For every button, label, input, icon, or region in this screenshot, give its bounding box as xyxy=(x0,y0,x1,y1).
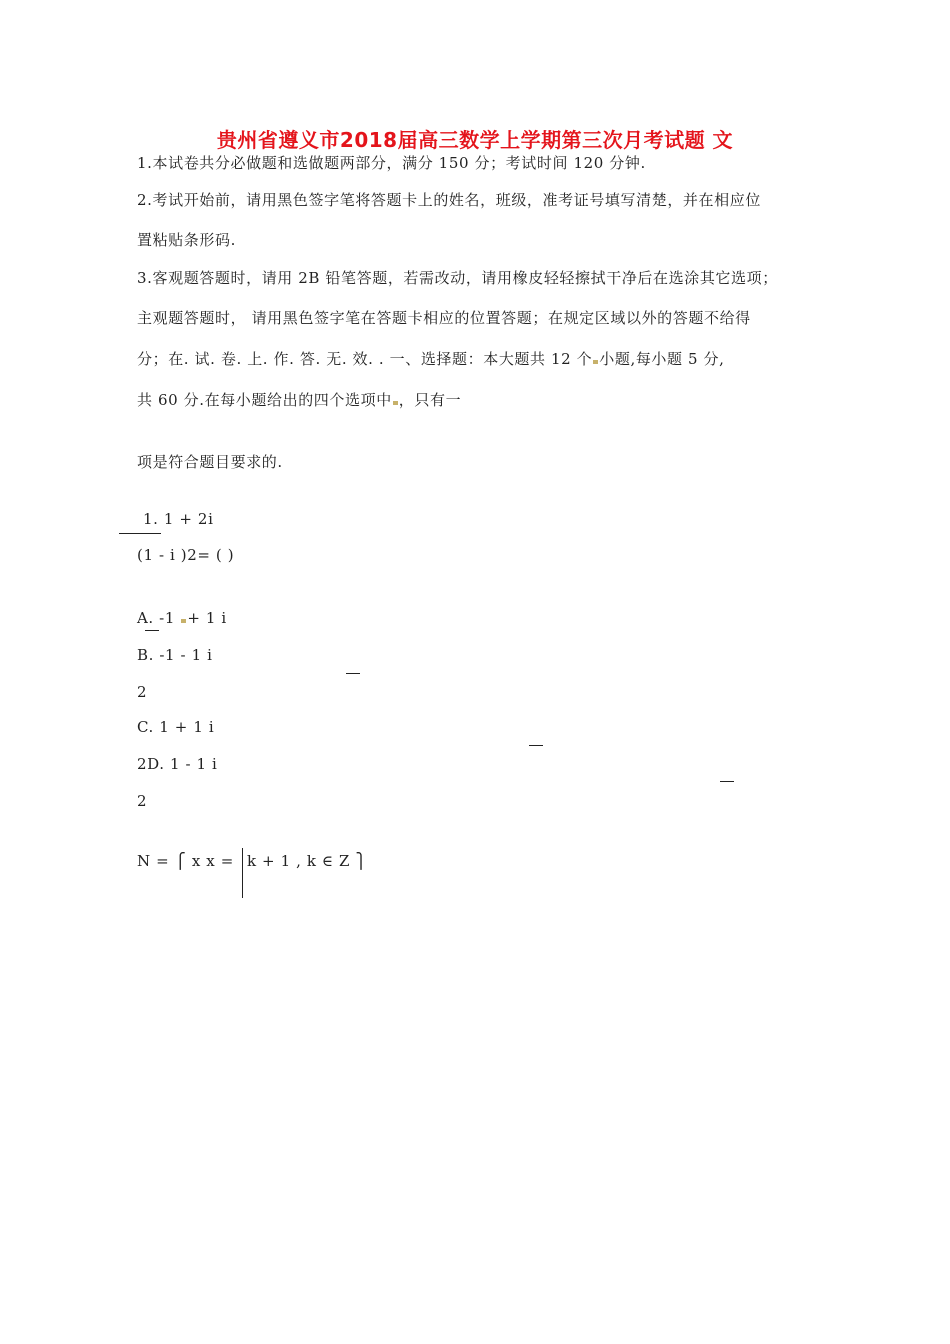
q1-option-a xyxy=(137,609,227,627)
q1-option-d-denominator: 2 xyxy=(137,792,148,810)
set-divider xyxy=(242,848,243,898)
instruction-line-4: 3.客观题答题时，请用 2B 铅笔答题，若需改动，请用橡皮轻轻擦拭干净后在选涂其它选项； xyxy=(137,269,778,287)
instruction-line-1: 1.本试卷共分必做题和选做题两部分，满分 150 分；考试时间 120 分钟. xyxy=(137,154,646,172)
scan-mark xyxy=(181,619,186,623)
q1-denominator: (1 - i )2= ( ) xyxy=(137,546,235,564)
fraction-bar xyxy=(346,673,360,674)
instruction-line-5: 主观题答题时， 请用黑色签字笔在答题卡相应的位置答题；在规定区域以外的答题不给得 xyxy=(137,309,751,327)
instruction-line-7-part-a: 共 60 分.在每小题给出的四个选项中 xyxy=(137,391,392,409)
q1-option-a-part-1: A. -1 xyxy=(137,609,181,627)
instruction-line-6 xyxy=(137,348,724,369)
page-title: 贵州省遵义市2018届高三数学上学期第三次月考试题 文 xyxy=(216,128,734,152)
q2-set-right: k + 1 , k ∈ Z ⎫ xyxy=(247,852,368,870)
instruction-line-6-part-a: 分；在. 试. 卷. 上. 作. 答. 无. 效. . 一、选择题：本大题共 12 个 xyxy=(137,350,593,368)
q2-set-left: N = ⎧ x x = xyxy=(137,852,234,870)
q1-option-b-denominator: 2 xyxy=(137,683,148,701)
q1-numerator: 1. 1 + 2i xyxy=(143,510,214,528)
instruction-line-7-part-b: ，只有一 xyxy=(398,391,462,409)
fraction-bar xyxy=(119,533,161,534)
instruction-line-8: 项是符合题目要求的. xyxy=(137,453,283,471)
q1-option-d: 2D. 1 - 1 i xyxy=(137,755,218,773)
q1-option-c: C. 1 + 1 i xyxy=(137,718,215,736)
scan-mark xyxy=(393,401,398,405)
instruction-line-6-part-b: 小题,每小题 5 分, xyxy=(599,350,725,368)
instruction-line-3: 置粘贴条形码. xyxy=(137,231,236,249)
fraction-bar xyxy=(529,745,543,746)
q1-option-b: B. -1 - 1 i xyxy=(137,646,213,664)
scan-mark xyxy=(593,360,598,364)
fraction-bar xyxy=(145,630,159,631)
instruction-line-2: 2.考试开始前，请用黑色签字笔将答题卡上的姓名，班级，准考证号填写清楚，并在相应位 xyxy=(137,191,761,209)
instruction-line-7 xyxy=(137,389,461,410)
q1-option-a-part-2: + 1 i xyxy=(187,609,227,627)
fraction-bar xyxy=(720,781,734,782)
